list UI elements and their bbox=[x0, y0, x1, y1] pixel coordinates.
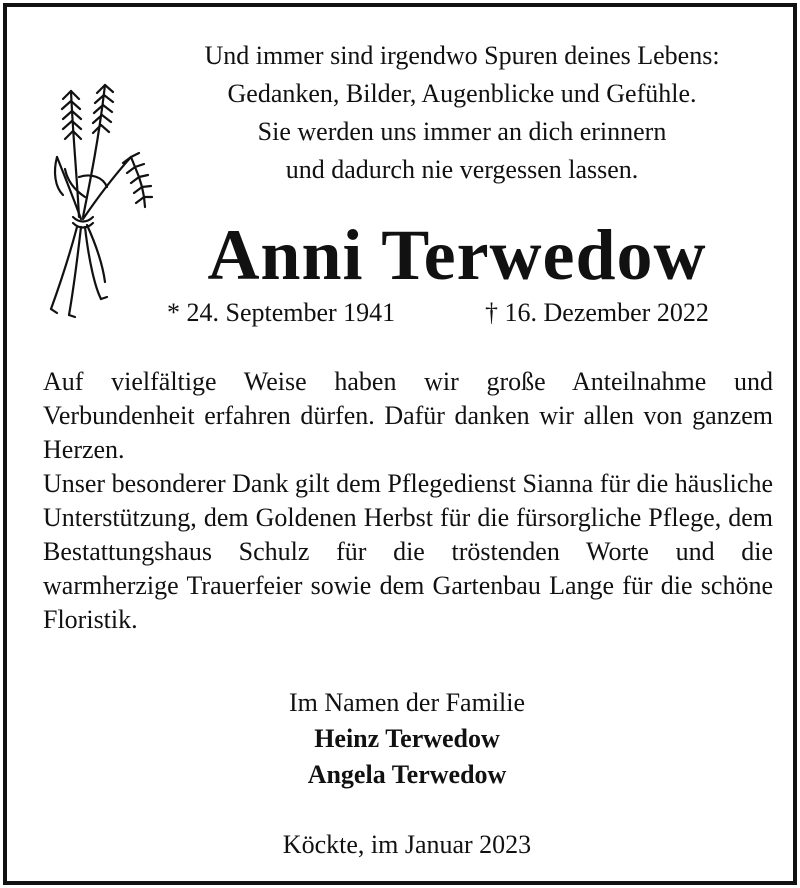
poem-line: und dadurch nie vergessen lassen. bbox=[285, 155, 639, 184]
family-member-name: Heinz Terwedow bbox=[314, 724, 500, 753]
wheat-ears-icon bbox=[43, 77, 161, 322]
signature-block bbox=[157, 685, 657, 793]
message-paragraph: Unser besonderer Dank gilt dem Pflegedienst Sianna für die häusliche Unterstützung, dem Goldenen Herbst für die fürsorgliche Pflege, dem Bestattungshaus Schulz für die tröstenden Worte und die warmherzige Trauerfeier sowie dem Gartenbau Lange für die schöne Floristik. bbox=[43, 469, 773, 634]
poem-line: Sie werden uns immer an dich erinnern bbox=[257, 117, 667, 146]
birth-date: * 24. September 1941 bbox=[167, 298, 396, 327]
message-paragraph: Auf vielfältige Weise haben wir große Anteilnahme und Verbundenheit erfahren dürfen. Dafür danken wir allen von ganzem Herzen. bbox=[43, 367, 773, 464]
signature-intro: Im Namen der Familie bbox=[288, 688, 526, 717]
obituary-frame bbox=[3, 3, 797, 885]
thank-you-message bbox=[43, 365, 773, 637]
death-date: † 16. Dezember 2022 bbox=[485, 298, 709, 327]
poem-line: Gedanken, Bilder, Augenblicke und Gefühle. bbox=[227, 79, 697, 108]
place-date: Köckte, im Januar 2023 bbox=[282, 830, 532, 859]
poem-line: Und immer sind irgendwo Spuren deines Lebens: bbox=[204, 41, 720, 70]
family-member-name: Angela Terwedow bbox=[307, 760, 507, 789]
poem bbox=[147, 37, 777, 189]
deceased-name: Anni Terwedow bbox=[207, 215, 707, 295]
